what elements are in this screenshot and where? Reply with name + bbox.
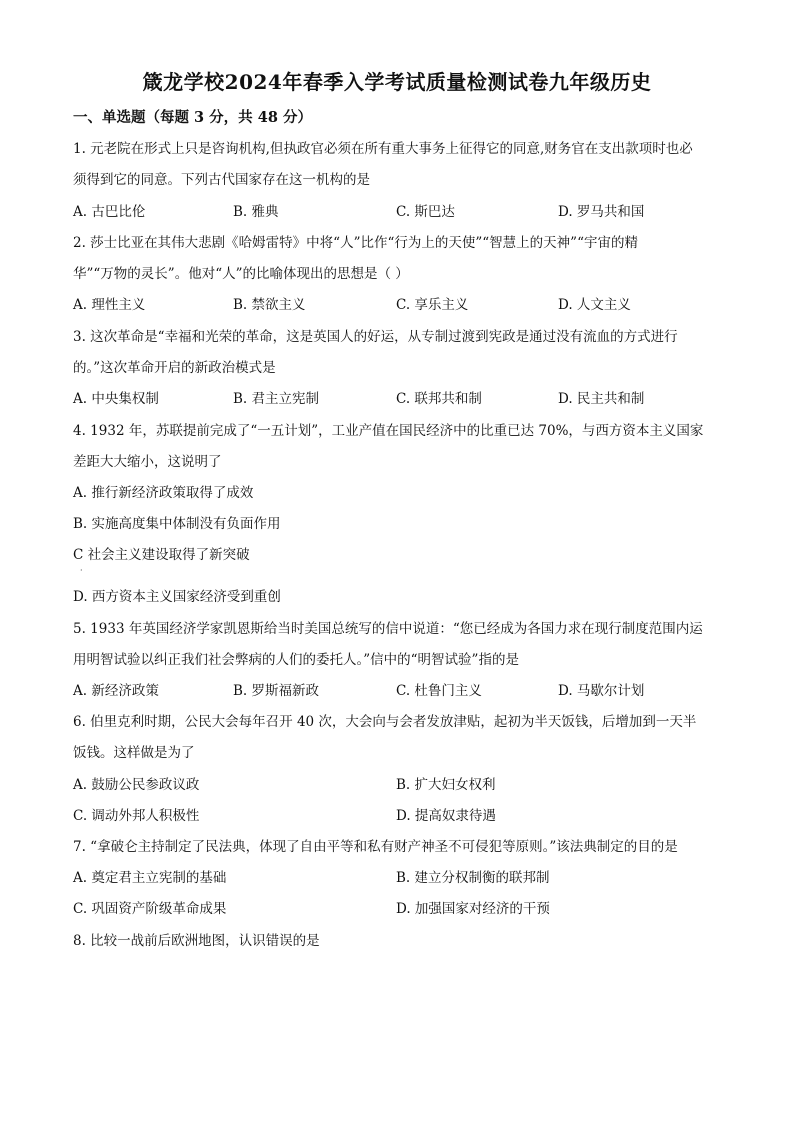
question-4-line-2: 差距大大缩小，这说明了 xyxy=(73,454,222,470)
option-a[interactable]: A. 奠定君主立宪制的基础 xyxy=(73,870,227,886)
question-1-line-2: 须得到它的同意。下列古代国家存在这一机构的是 xyxy=(73,172,370,188)
option-a[interactable]: A. 古巴比伦 xyxy=(73,204,146,220)
section-heading: 一、单选题（每题 3 分，共 48 分） xyxy=(73,109,312,126)
option-d[interactable]: D. 加强国家对经济的干预 xyxy=(396,901,550,917)
option-b[interactable]: B. 建立分权制衡的联邦制 xyxy=(396,870,550,886)
option-d[interactable]: D. 人文主义 xyxy=(558,297,631,313)
option-c[interactable]: C 社会主义建设取得了新突破 xyxy=(73,547,250,563)
option-d[interactable]: D. 西方资本主义国家经济受到重创 xyxy=(73,589,281,605)
option-b[interactable]: B. 罗斯福新政 xyxy=(233,683,320,699)
question-3-line-2: 的。”这次革命开启的新政治模式是 xyxy=(73,360,276,376)
option-c[interactable]: C. 享乐主义 xyxy=(396,297,469,313)
option-c[interactable]: C. 巩固资产阶级革命成果 xyxy=(73,901,227,917)
question-7-options-row-2 xyxy=(73,899,733,919)
option-b[interactable]: B. 实施高度集中体制没有负面作用 xyxy=(73,516,281,532)
option-b[interactable]: B. 扩大妇女权利 xyxy=(396,777,496,793)
option-b[interactable]: B. 禁欲主义 xyxy=(233,297,306,313)
question-5-line-1: 5. 1933 年英国经济学家凯恩斯给当时美国总统写的信中说道：“您已经成为各国力求在现行制度范围内运 xyxy=(73,621,703,637)
question-2-line-1: 2. 莎士比亚在其伟大悲剧《哈姆雷特》中将“人”比作“行为上的天使”“智慧上的天神”“宇宙的精 xyxy=(73,235,638,251)
question-1-options xyxy=(73,202,733,222)
option-d[interactable]: D. 马歇尔计划 xyxy=(558,683,645,699)
option-c[interactable]: C. 联邦共和制 xyxy=(396,391,482,407)
page-title: 箴龙学校2024年春季入学考试质量检测试卷九年级历史 xyxy=(142,70,652,94)
question-7-options-row-1 xyxy=(73,868,733,888)
option-a[interactable]: A. 鼓励公民参政议政 xyxy=(73,777,200,793)
option-c[interactable]: C. 杜鲁门主义 xyxy=(396,683,482,699)
option-d[interactable]: D. 提高奴隶待遇 xyxy=(396,808,496,824)
question-5-line-2: 用明智试验以纠正我们社会弊病的人们的委托人。”信中的“明智试验”指的是 xyxy=(73,652,519,668)
question-5-options xyxy=(73,681,733,701)
question-3-options xyxy=(73,389,733,409)
option-c[interactable]: C. 斯巴达 xyxy=(396,204,455,220)
option-d[interactable]: D. 罗马共和国 xyxy=(558,204,645,220)
option-a[interactable]: A. 新经济政策 xyxy=(73,683,159,699)
option-c[interactable]: C. 调动外邦人积极性 xyxy=(73,808,200,824)
question-4-line-1: 4. 1932 年，苏联提前完成了“一五计划”，工业产值在国民经济中的比重已达 70%，与西方资本主义国家 xyxy=(73,423,704,439)
question-7-line-1: 7. “拿破仑主持制定了民法典，体现了自由平等和私有财产神圣不可侵犯等原则。”该法典制定的目的是 xyxy=(73,839,678,855)
option-d[interactable]: D. 民主共和制 xyxy=(558,391,645,407)
option-a[interactable]: A. 中央集权制 xyxy=(73,391,159,407)
question-3-line-1: 3. 这次革命是“幸福和光荣的革命，这是英国人的好运，从专制过渡到宪政是通过没有流血的方式进行 xyxy=(73,329,678,345)
question-6-line-2: 饭钱。这样做是为了 xyxy=(73,745,195,761)
option-b[interactable]: B. 君主立宪制 xyxy=(233,391,320,407)
question-6-options-row-1 xyxy=(73,775,733,795)
question-2-options xyxy=(73,295,733,315)
question-8-line-1: 8. 比较一战前后欧洲地图，认识错误的是 xyxy=(73,933,320,949)
option-b[interactable]: B. 雅典 xyxy=(233,204,279,220)
question-2-line-2: 华”“万物的灵长”。他对“人”的比喻体现出的思想是（ ） xyxy=(73,266,409,282)
stray-dot: · xyxy=(80,566,83,575)
question-6-line-1: 6. 伯里克利时期，公民大会每年召开 40 次，大会向与会者发放津贴，起初为半天饭钱，后增加到一天半 xyxy=(73,714,697,730)
option-a[interactable]: A. 推行新经济政策取得了成效 xyxy=(73,485,254,501)
question-1-line-1: 1. 元老院在形式上只是咨询机构,但执政官必须在所有重大事务上征得它的同意,财务官在支出款项时也必 xyxy=(73,141,693,157)
question-6-options-row-2 xyxy=(73,806,733,826)
option-a[interactable]: A. 理性主义 xyxy=(73,297,146,313)
